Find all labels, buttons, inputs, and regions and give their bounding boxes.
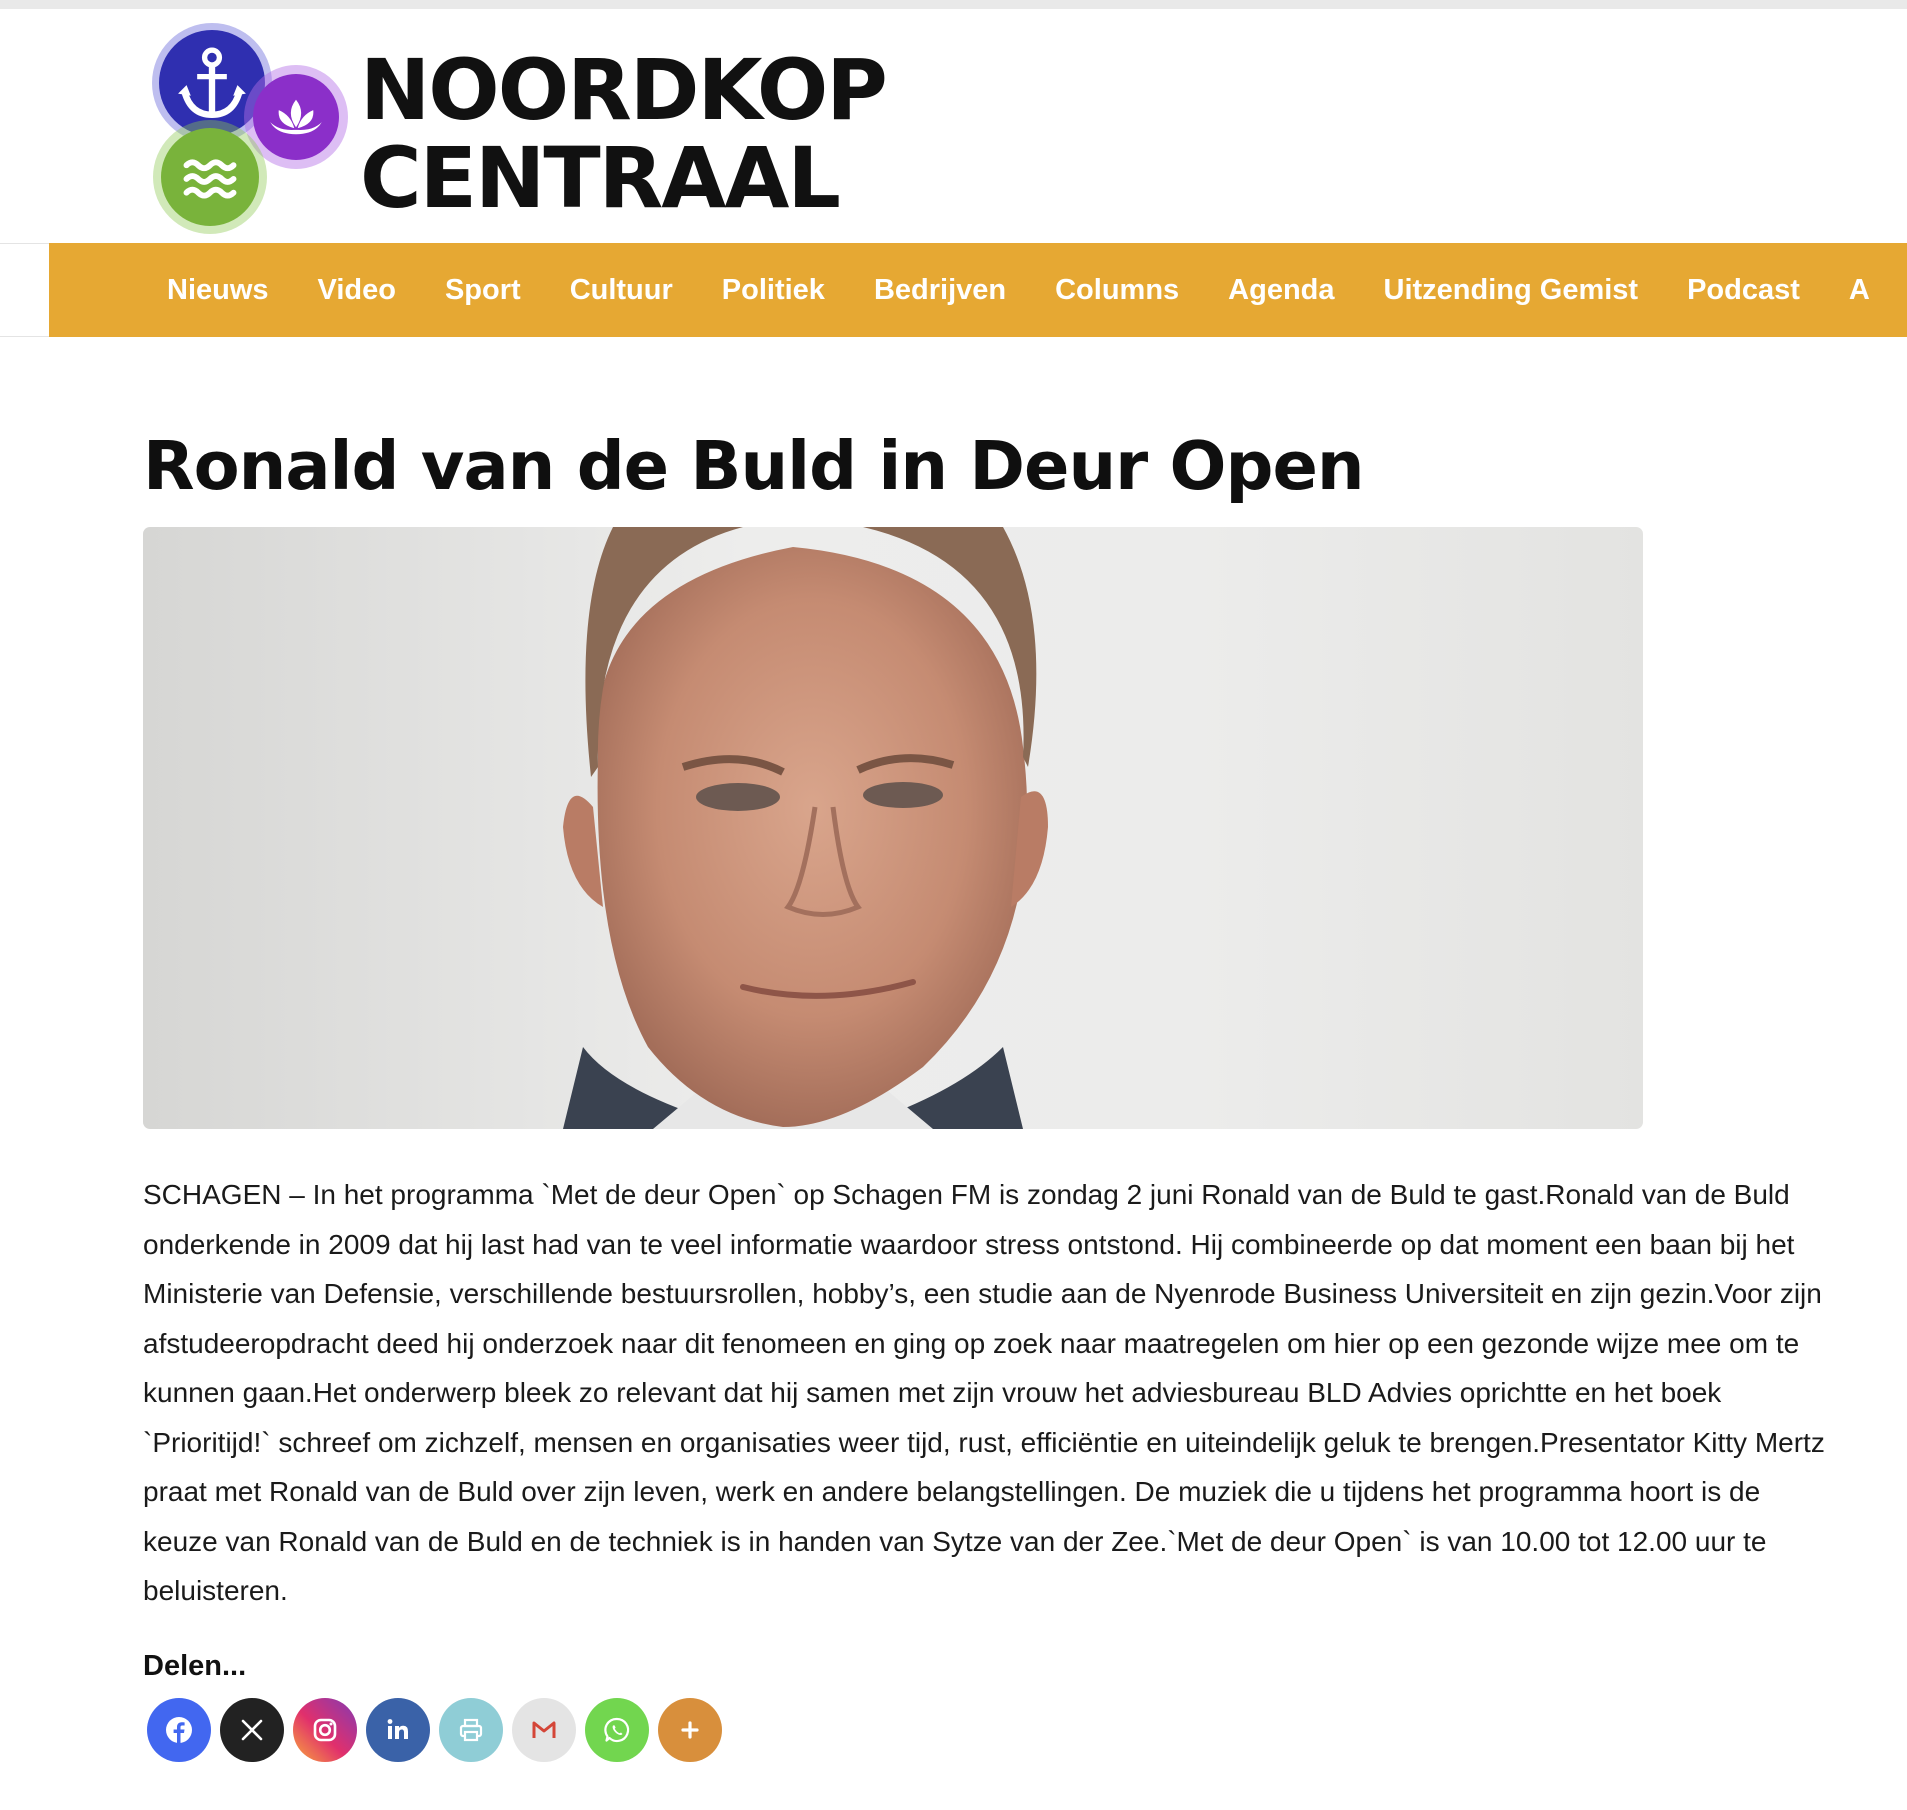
lotus-icon — [253, 74, 339, 160]
instagram-icon — [309, 1714, 341, 1746]
nav-item-nieuws[interactable]: Nieuws — [167, 273, 269, 306]
share-linkedin-button[interactable] — [366, 1698, 430, 1762]
nav-item-bedrijven[interactable]: Bedrijven — [873, 273, 1007, 306]
share-heading: Delen... — [143, 1650, 247, 1682]
logo-wordmark — [360, 41, 886, 227]
article-body: SCHAGEN – In het programma `Met de deur Open` op Schagen FM is zondag 2 juni Ronald van de Buld te gast.Ronald van de Buld onderkende in 2009 dat hij last had van te veel informatie waardoor stress ontstond. Hij combineerde op dat moment een baan bij het Ministerie van Defensie, verschillende bestuursrollen, hobby’s, een studie aan de Nyenrode Business Universiteit en zijn gezin.Voor zijn afstudeeropdracht deed hij onderzoek naar dit fenomeen en ging op zoek naar maatregelen om hier op een gezonde wijze mee om te kunnen gaan.Het onderwerp bleek zo relevant dat hij samen met zijn vrouw het adviesbureau BLD Advies oprichtte en het boek `Prioritijd!` schreef om zichzelf, mensen en organisaties weer tijd, rust, efficiëntie en uiteindelijk geluk te brengen.Presentator Kitty Mertz praat met Ronald van de Buld over zijn leven, werk en andere belangstellingen. De muziek die u tijdens het programma hoort is de keuze van Ronald van de Buld en de techniek is in handen van Sytze van der Zee.`Met de deur Open` is van 10.00 tot 12.00 uur te beluisteren. — [143, 1179, 1825, 1606]
nav-item-uitzending-gemist[interactable]: Uitzending Gemist — [1383, 273, 1639, 306]
share-print-button[interactable] — [439, 1698, 503, 1762]
whatsapp-icon — [601, 1714, 633, 1746]
share-x-button[interactable] — [220, 1698, 284, 1762]
main-nav — [49, 243, 1907, 337]
site-logo[interactable] — [155, 28, 886, 227]
linkedin-icon — [382, 1714, 414, 1746]
nav-left-border — [0, 243, 49, 337]
nav-item-cultuur[interactable]: Cultuur — [569, 273, 673, 306]
gmail-icon — [528, 1714, 560, 1746]
nav-item-podcast[interactable]: Podcast — [1687, 273, 1800, 306]
nav-item-politiek[interactable]: Politiek — [721, 273, 825, 306]
waves-icon — [161, 128, 259, 226]
nav-item-truncated[interactable]: A — [1848, 273, 1870, 306]
nav-item-sport[interactable]: Sport — [444, 273, 521, 306]
share-whatsapp-button[interactable] — [585, 1698, 649, 1762]
share-gmail-button[interactable] — [512, 1698, 576, 1762]
top-strip — [0, 0, 1907, 9]
article-title: Ronald van de Buld in Deur Open — [143, 427, 1364, 505]
nav-item-columns[interactable]: Columns — [1055, 273, 1180, 306]
logo-line-1: NOORDKOP — [360, 41, 886, 139]
share-instagram-button[interactable] — [293, 1698, 357, 1762]
plus-icon — [674, 1714, 706, 1746]
share-facebook-button[interactable] — [147, 1698, 211, 1762]
logo-line-2: CENTRAAL — [360, 129, 839, 227]
print-icon — [455, 1714, 487, 1746]
nav-item-agenda[interactable]: Agenda — [1228, 273, 1335, 306]
share-buttons — [147, 1698, 731, 1762]
anchor-icon — [159, 30, 265, 136]
x-icon — [236, 1714, 268, 1746]
facebook-icon — [163, 1714, 195, 1746]
nav-item-video[interactable]: Video — [317, 273, 396, 306]
article-photo — [143, 527, 1643, 1129]
share-more-button[interactable] — [658, 1698, 722, 1762]
